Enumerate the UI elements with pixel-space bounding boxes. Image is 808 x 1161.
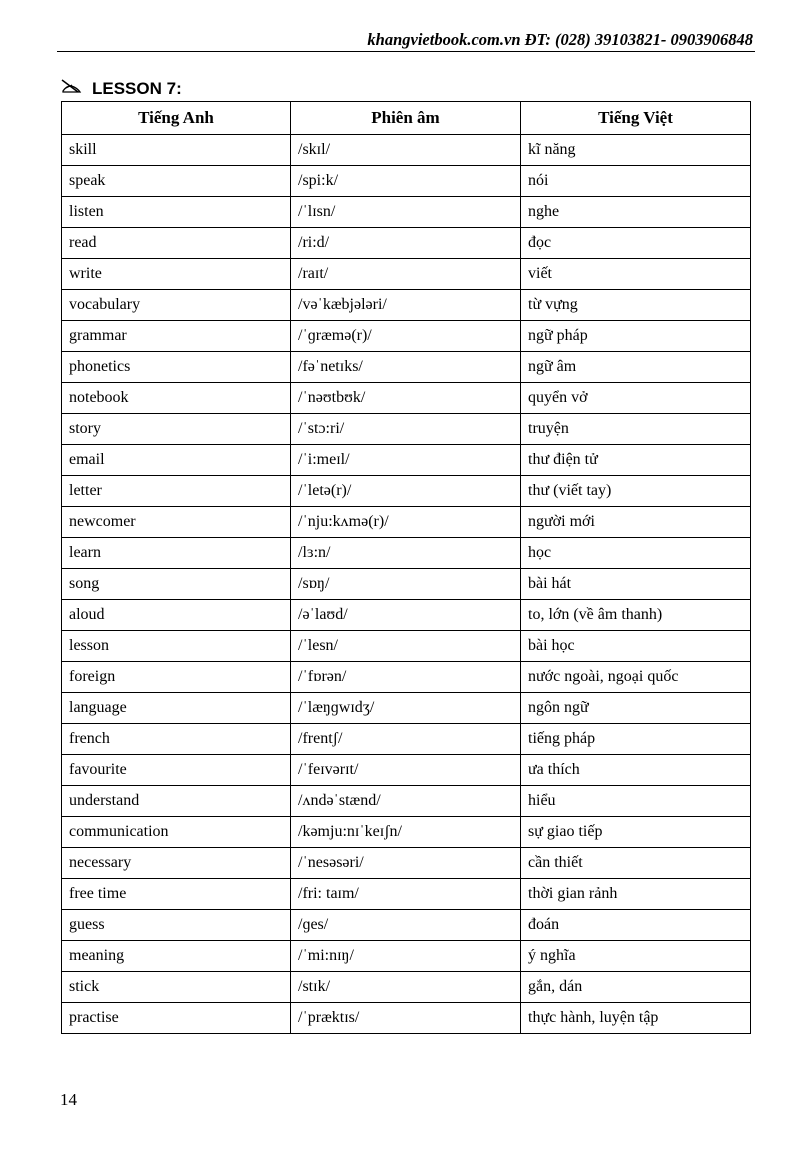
table-row	[62, 228, 751, 259]
english-word: meaning	[62, 941, 291, 972]
english-word: phonetics	[62, 352, 291, 383]
vietnamese-meaning: quyển vở	[521, 383, 751, 414]
phonetic: /ɡes/	[291, 910, 521, 941]
phonetic: /ˈnju:kʌmə(r)/	[291, 507, 521, 538]
phonetic: /ˈlæŋɡwɪdʒ/	[291, 693, 521, 724]
phonetic: /ˈlɪsn/	[291, 197, 521, 228]
vietnamese-meaning: thời gian rảnh	[521, 879, 751, 910]
vietnamese-meaning: kĩ năng	[521, 135, 751, 166]
english-word: foreign	[62, 662, 291, 693]
english-word: listen	[62, 197, 291, 228]
english-word: communication	[62, 817, 291, 848]
column-header-phonetic: Phiên âm	[291, 102, 521, 135]
english-word: understand	[62, 786, 291, 817]
table-row	[62, 848, 751, 879]
phonetic: /sɒŋ/	[291, 569, 521, 600]
phonetic: /ˈlesn/	[291, 631, 521, 662]
vietnamese-meaning: ngôn ngữ	[521, 693, 751, 724]
phonetic: /fəˈnetɪks/	[291, 352, 521, 383]
english-word: aloud	[62, 600, 291, 631]
english-word: french	[62, 724, 291, 755]
table-row	[62, 786, 751, 817]
english-word: free time	[62, 879, 291, 910]
table-row	[62, 166, 751, 197]
english-word: vocabulary	[62, 290, 291, 321]
english-word: letter	[62, 476, 291, 507]
phonetic: /əˈlaʊd/	[291, 600, 521, 631]
table-row	[62, 724, 751, 755]
vietnamese-meaning: từ vựng	[521, 290, 751, 321]
table-row	[62, 600, 751, 631]
table-row	[62, 972, 751, 1003]
english-word: language	[62, 693, 291, 724]
vietnamese-meaning: bài hát	[521, 569, 751, 600]
header-divider	[57, 51, 755, 52]
phonetic: /fri: taɪm/	[291, 879, 521, 910]
english-word: guess	[62, 910, 291, 941]
table-row	[62, 662, 751, 693]
english-word: learn	[62, 538, 291, 569]
phonetic: /ˈfɒrən/	[291, 662, 521, 693]
phonetic: /kəmju:nɪˈkeɪʃn/	[291, 817, 521, 848]
vietnamese-meaning: nghe	[521, 197, 751, 228]
table-row	[62, 352, 751, 383]
vietnamese-meaning: thư (viết tay)	[521, 476, 751, 507]
vietnamese-meaning: cần thiết	[521, 848, 751, 879]
vietnamese-meaning: ngữ pháp	[521, 321, 751, 352]
table-row	[62, 135, 751, 166]
table-row	[62, 445, 751, 476]
vietnamese-meaning: đoán	[521, 910, 751, 941]
phonetic: /ˈnəʊtbʊk/	[291, 383, 521, 414]
english-word: skill	[62, 135, 291, 166]
vietnamese-meaning: to, lớn (về âm thanh)	[521, 600, 751, 631]
table-row	[62, 290, 751, 321]
table-row	[62, 383, 751, 414]
column-header-vietnamese: Tiếng Việt	[521, 102, 751, 135]
table-row	[62, 538, 751, 569]
vietnamese-meaning: học	[521, 538, 751, 569]
vietnamese-meaning: ngữ âm	[521, 352, 751, 383]
phonetic: /ri:d/	[291, 228, 521, 259]
english-word: speak	[62, 166, 291, 197]
phonetic: /ˈnesəsəri/	[291, 848, 521, 879]
phonetic: /ˈpræktɪs/	[291, 1003, 521, 1034]
vietnamese-meaning: thực hành, luyện tập	[521, 1003, 751, 1034]
phonetic: /ˈfeɪvərɪt/	[291, 755, 521, 786]
phonetic: /lɜ:n/	[291, 538, 521, 569]
phonetic: /ˈi:meɪl/	[291, 445, 521, 476]
vietnamese-meaning: tiếng pháp	[521, 724, 751, 755]
vietnamese-meaning: sự giao tiếp	[521, 817, 751, 848]
english-word: lesson	[62, 631, 291, 662]
phonetic: /ˈletə(r)/	[291, 476, 521, 507]
table-row	[62, 197, 751, 228]
vietnamese-meaning: hiểu	[521, 786, 751, 817]
vietnamese-meaning: viết	[521, 259, 751, 290]
table-row	[62, 879, 751, 910]
phonetic: /ˈstɔ:ri/	[291, 414, 521, 445]
english-word: read	[62, 228, 291, 259]
page-number: 14	[60, 1090, 77, 1109]
phonetic: /skɪl/	[291, 135, 521, 166]
table-row	[62, 941, 751, 972]
page-header-contact: khangvietbook.com.vn ĐT: (028) 39103821- 0903906848	[367, 30, 753, 49]
table-row	[62, 476, 751, 507]
phonetic: /ʌndəˈstænd/	[291, 786, 521, 817]
vietnamese-meaning: ý nghĩa	[521, 941, 751, 972]
vietnamese-meaning: truyện	[521, 414, 751, 445]
vocabulary-table	[61, 101, 751, 1034]
english-word: practise	[62, 1003, 291, 1034]
vietnamese-meaning: đọc	[521, 228, 751, 259]
lesson-heading	[60, 78, 182, 99]
table-row	[62, 693, 751, 724]
phonetic: /stɪk/	[291, 972, 521, 1003]
column-header-english: Tiếng Anh	[62, 102, 291, 135]
english-word: notebook	[62, 383, 291, 414]
phonetic: /raɪt/	[291, 259, 521, 290]
vietnamese-meaning: nước ngoài, ngoại quốc	[521, 662, 751, 693]
english-word: story	[62, 414, 291, 445]
table-row	[62, 507, 751, 538]
phonetic: /ˈmi:nɪŋ/	[291, 941, 521, 972]
vietnamese-meaning: nói	[521, 166, 751, 197]
english-word: newcomer	[62, 507, 291, 538]
phonetic: /frentʃ/	[291, 724, 521, 755]
table-header-row	[62, 102, 751, 135]
table-row	[62, 569, 751, 600]
english-word: grammar	[62, 321, 291, 352]
table-row	[62, 1003, 751, 1034]
table-row	[62, 631, 751, 662]
english-word: stick	[62, 972, 291, 1003]
table-row	[62, 817, 751, 848]
english-word: necessary	[62, 848, 291, 879]
vietnamese-meaning: gắn, dán	[521, 972, 751, 1003]
english-word: write	[62, 259, 291, 290]
phonetic: /vəˈkæbjələri/	[291, 290, 521, 321]
vietnamese-meaning: người mới	[521, 507, 751, 538]
vietnamese-meaning: ưa thích	[521, 755, 751, 786]
english-word: song	[62, 569, 291, 600]
phonetic: /ˈɡræmə(r)/	[291, 321, 521, 352]
vietnamese-meaning: bài học	[521, 631, 751, 662]
writing-hand-icon	[60, 78, 82, 99]
phonetic: /spi:k/	[291, 166, 521, 197]
table-row	[62, 910, 751, 941]
table-row	[62, 321, 751, 352]
english-word: email	[62, 445, 291, 476]
table-row	[62, 259, 751, 290]
vietnamese-meaning: thư điện tử	[521, 445, 751, 476]
table-row	[62, 755, 751, 786]
table-row	[62, 414, 751, 445]
english-word: favourite	[62, 755, 291, 786]
lesson-title: LESSON 7:	[92, 78, 182, 98]
